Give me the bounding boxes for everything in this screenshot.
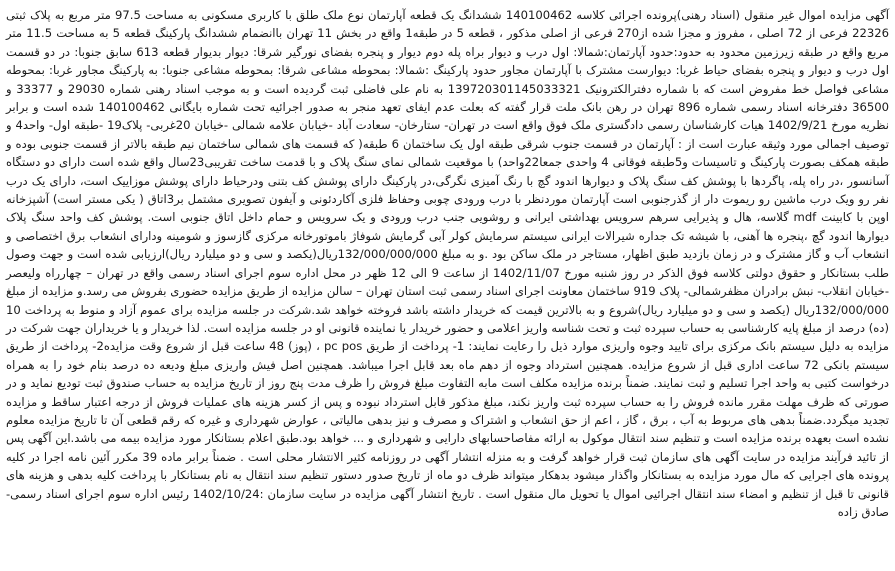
auction-notice-text: آگهی مزایده اموال غیر منقول (اسناد رهنی)پرونده اجرائی کلاسه 140100462 ششدانگ یک قطعه آپارتمان نوع ملک طلق با کاربری مسکونی به مساحت 97.5 متر مربع به پلاک ثبتی 22326 فرعی از 72 اصلی ، مفروز و مجزا شده از270 فرعی از اصلی مذکور ، قطعه 5 در طبقه1 واقع در بخش 11 تهران باانضمام ششدانگ پارکینگ قطعه 5 به مساحت 11.5 متر مربع واقع در طبقه زیرزمین محدود به حدود:حدود آپارتمان:شمالا: اول درب و دیوار براه پله دوم دیوار و پنجره بفضای نورگیر شرقا: دیوار بدیوار قطعه 613 سابق جنوبا: در دو قسمت اول درب و دیوار و پنجره بفضای حیاط غربا: دیوارست مشترک با آپارتمان مجاور حدود پارکینگ :شمالا: بمحوطه مشاعی شرقا: بمحوطه مشاعی جنوبا: به پارکینگ مجاور غربا: بمحوطه مشاعی فواصل خط مفروض است که با شماره دفترالکترونیک 139720301145033321 به نام علی فاضلی ثبت گردیده است و به موجب اسناد رهنی شماره 29030 و 33377 و 36500 دفترخانه اسناد رسمی شماره 896 تهران در رهن بانک ملت قرار گفته که بعلت عدم ایفای تعهد منجر به صدور اجرائیه تحت شماره بایگانی 140100462 شده است و برابر نظریه مورخ 1402/9/21 هیات کارشناسان رسمی دادگستری ملک فوق واقع است در تهران- ستارخان- سعادت آباد -خیابان علامه شمالی -خیابان 20غربی- پلاک19 -طبقه اول- واحد4 و توصیف اجمالی مورد وثیقه عبارت است از : آپارتمان در قسمت جنوب شرقی طبقه اول یک ساختمان 6 طبقه( که قسمت های شمالی ساختمان نیم طبقه بالاتر از قسمت جنوبی بوده و طبقه همکف بصورت پارکینگ و تاسیسات و5طبقه فوقانی 4 واحدی جمعا22واحد) با موقعیت شمالی نمای سنگ پلاک و با قدمت ساخت تقریبی23سال واقع شده است دارای دو دستگاه آسانسور ،در راه پله، پاگردها با پوشش کف سنگ پلاک و دیوارها اندود گچ با رنگ آمیزی نگرگی،در پارکینگ دارای پوشش کف بتنی ودرحیاط دارای پوشش موزاییک است، دارای یک درب نفر رو ویک درب ماشین رو ریموت دار از گذرجنوبی است آپارتمان موردنظر با درب ورودی چوبی وحفاظ فلزی آکاردئونی و آیفون تصویری مشتمل بر3اتاق ( یکی مستر است) آشپزخانه اوپن با کابینت mdf گلاسه، هال و پذیرایی سرهم سرویس بهداشتی ایرانی و روشویی جنب درب ورودی و یک سرویس و حمام داخل اتاق جنوبی است. پوشش کف واحد سنگ پلاک دیوارها اندود گچ ،پنجره ها آهنی، با شیشه تک جداره شیرالات ایرانی سیستم سرمایش کولر آبی گرمایش شوفاژ باموتورخانه مرکزی گازسوز و شومینه ودارای انشعاب برق اختصاصی و انشعاب آب و گاز مشترک و در زمان بازدید طبق اظهار، مستاجر در ملک ساکن بود .و به مبلغ 132/000/000/000ریال(یکصد و سی و دو میلیارد ریال)ارزیابی شده است و جهت وصول طلب بستانکار و حقوق دولتی کلاسه فوق الذکر در روز شنبه مورخ 1402/11/07 از ساعت 9 الی 12 ظهر در محل اداره سوم اجرای اسناد رسمی واقع در تهران – چهارراه ولیعصر -خیابان انقلاب- نبش برادران مظفرشمالی- پلاک 919 ساختمان معاونت اجرای اسناد رسمی ثبت استان تهران – سالن مزایده از طریق مزایده حضوری بفروش می رسد.و مزایده از مبلغ 132/000/000ریال (یکصد و سی و دو میلیارد ریال)شروع و به بالاترین قیمت که خریدار داشته باشد فروخته خواهد شد.شرکت در جلسه مزایده برای عموم آزاد و منوط به پرداخت 10 (ده) درصد از مبلغ پایه کارشناسی به حساب سپرده ثبت و تحت شناسه واریز اعلامی و حضور خریدار یا نماینده قانونی او در جلسه مزایده است. لذا خریدار و یا خریداران جهت شرکت در مزایده به دلیل سیستم بانک مرکزی برای تایید وجوه واریزی موارد ذیل را رعایت نمایند: 1- پرداخت از طریق pc pos ، (پوز) 48 ساعت قبل از شروع وقت مزایده2- پرداخت از طریق سیستم بانکی 72 ساعت اداری قبل از شروع مزایده. همچنین استرداد وجوه از دهم ماه بعد قابل اجرا میباشد. همچنین اصل فیش واریزی مبلغ ودیعه ده درصد بنام خود را به همراه درخواست کتبی به واحد اجرا تسلیم و ثبت نمایند. ضمناً برنده مزایده مکلف است مابه التفاوت مبلغ فروش را ظرف مدت پنج روز از تاریخ مزایده به حساب صندوق ثبت تودیع نماید و در صورتی که ظرف مهلت مقرر مانده فروش را به حساب سپرده ثبت واریز نکند، مبلغ مذکور قابل استرداد نبوده و پس از کسر هزینه های عملیات فروش از درجه اعتبار ساقط و مزایده تجدید میگردد.ضمناً بدهی های مربوط به آب ، برق ، گاز ، اعم از حق انشعاب و اشتراک و مصرف و نیز بدهی مالیاتی ، عوارض شهرداری و غیره که رقم قطعی آن تا تاریخ مزایده معلوم نشده است بعهده برنده مزایده است و تنظیم سند انتقال موکول به ارائه مفاصاحسابهای دارایی و شهرداری و ... خواهد بود.طبق اعلام بستانکار مورد مزایده بیمه می باشد.این آگهی پس از تائید فرآیند مزایده در سایت آگهی های سازمان ثبت قرار خواهد گرفت و به منزله انتشار آگهی در روزنامه کثیر الانتشار محلی است . ضمناً برابر ماده 39 مکرر آئین نامه اجرا در کلیه پرونده های اجرایی که مال مورد مزایده به بستانکار واگذار میشود بدهکار میتواند ظرف دو ماه از تاریخ صدور دستور تنظیم سند انتقال به نام بستانکار با پرداخت کلیه بدهی و هزینه های قانونی تا قبل از تنظیم و امضاء سند انتقال اجرائیی اموال یا تحویل مال منقول است . تاریخ انتشار آگهی مزایده در سایت سازمان :1402/10/24 رئیس اداره سوم اجرای اسناد رسمی- صادق زاده	[6, 8, 889, 519]
